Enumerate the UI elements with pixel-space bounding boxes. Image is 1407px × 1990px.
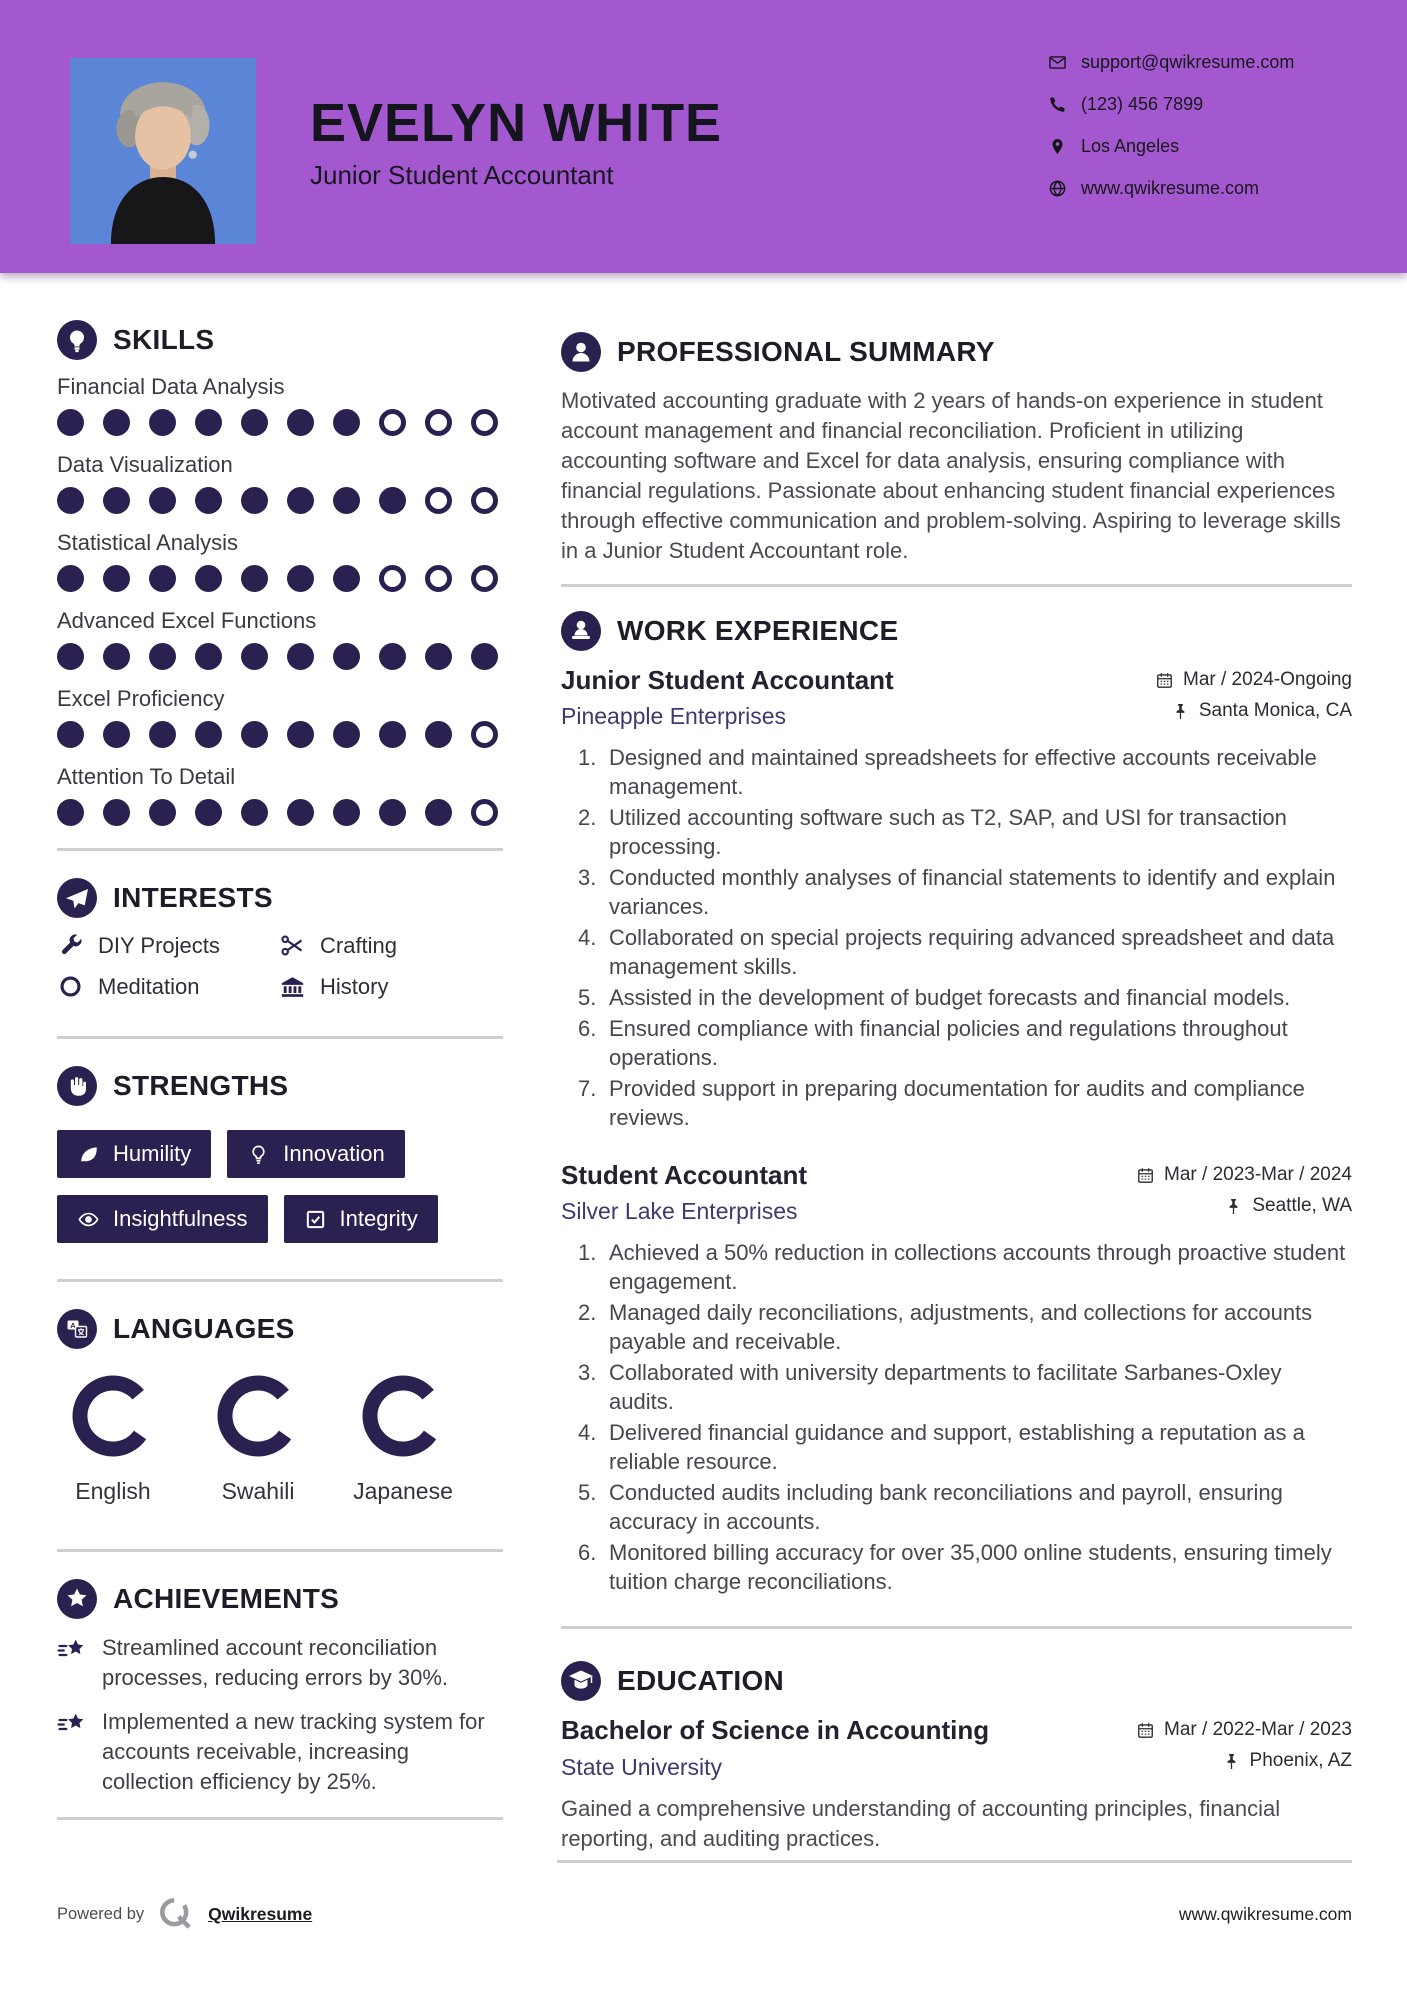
- skills-list: [57, 374, 503, 826]
- language-label: Japanese: [353, 1478, 453, 1504]
- job-title: Student Accountant: [561, 1160, 808, 1190]
- skill-dot-filled: [195, 721, 222, 748]
- job-location-text: Seattle, WA: [1252, 1195, 1352, 1216]
- contact-website[interactable]: [1048, 178, 1294, 199]
- skill-dot-filled: [379, 643, 406, 670]
- skill-dot-empty: [471, 487, 498, 514]
- worker-icon: [561, 611, 601, 651]
- education-entry-header: [561, 1715, 1352, 1781]
- skill-dot-filled: [103, 565, 130, 592]
- job-bullet: Achieved a 50% reduction in collections accounts through proactive student engagement.: [609, 1240, 1346, 1294]
- skill-label: Financial Data Analysis: [57, 374, 285, 399]
- language-item: [353, 1371, 453, 1505]
- jobs-list: [561, 665, 1352, 1596]
- contact-website-text: www.qwikresume.com: [1081, 178, 1260, 198]
- education-description: Gained a comprehensive understanding of accounting principles, financial reporting, and auditing practices.: [561, 1796, 1281, 1851]
- interest-label: Crafting: [320, 932, 398, 958]
- achievements-section-header: [57, 1579, 503, 1619]
- job-title-block: [561, 1160, 807, 1226]
- education-date: [1136, 1719, 1352, 1741]
- profile-photo: [70, 58, 256, 244]
- pushpin-icon: [1222, 1752, 1241, 1771]
- job-entry: [561, 665, 1352, 1132]
- contact-phone-text: (123) 456 7899: [1081, 94, 1204, 114]
- skill-dot-filled: [287, 565, 314, 592]
- skill-rating: [57, 799, 503, 826]
- translate-icon: [57, 1309, 97, 1349]
- degree-title: Bachelor of Science in Accounting: [561, 1715, 990, 1745]
- skill-dot-filled: [333, 487, 360, 514]
- skill-dot-filled: [195, 643, 222, 670]
- interest-item: [279, 973, 503, 1000]
- checkbox-icon: [304, 1208, 327, 1231]
- contact-location-text: Los Angeles: [1081, 136, 1180, 156]
- skill-dot-filled: [333, 565, 360, 592]
- job-location-text: Santa Monica, CA: [1198, 700, 1352, 721]
- language-item: [213, 1371, 303, 1505]
- job-entry: [561, 1160, 1352, 1596]
- skill-dot-filled: [149, 643, 176, 670]
- skill-dot-filled: [195, 799, 222, 826]
- strengths-section-header: [57, 1066, 503, 1106]
- education-location-text: Phoenix, AZ: [1249, 1750, 1352, 1771]
- job-date: [1136, 1164, 1352, 1186]
- work-heading: WORK EXPERIENCE: [617, 615, 899, 646]
- qwikresume-logo: [155, 1893, 197, 1935]
- skill-dot-filled: [57, 487, 84, 514]
- job-date-text: Mar / 2023-Mar / 2024: [1164, 1164, 1352, 1185]
- skill-dot-empty: [425, 487, 452, 514]
- job-company: Pineapple Enterprises: [561, 703, 787, 729]
- achievements-list: [57, 1633, 503, 1797]
- job-meta: [1136, 1160, 1352, 1226]
- interests-heading: INTERESTS: [113, 882, 273, 913]
- skill-dot-filled: [241, 409, 268, 436]
- skill-dot-filled: [103, 487, 130, 514]
- phone-icon: [1048, 95, 1067, 114]
- job-entry-header: [561, 665, 1352, 731]
- interest-label: DIY Projects: [98, 932, 220, 958]
- job-date: [1155, 669, 1352, 691]
- content-area: [0, 273, 1407, 1990]
- calendar-icon: [1136, 1166, 1155, 1185]
- skill-dot-filled: [103, 799, 130, 826]
- job-location: [1155, 700, 1352, 722]
- skill-dot-filled: [379, 487, 406, 514]
- language-ring-chart: [213, 1371, 303, 1461]
- skills-section-header: [57, 320, 503, 360]
- interests-section-header: [57, 878, 503, 918]
- skill-row: [57, 530, 503, 592]
- strength-badge: [57, 1130, 211, 1178]
- skill-dot-filled: [149, 565, 176, 592]
- achievement-item: [57, 1707, 503, 1797]
- footer: [57, 1893, 1352, 1935]
- language-item: [68, 1371, 158, 1505]
- skill-rating: [57, 409, 503, 436]
- main-column: [561, 320, 1352, 1990]
- header-banner: [0, 0, 1407, 273]
- job-date-text: Mar / 2024-Ongoing: [1183, 669, 1352, 690]
- job-bullet: Provided support in preparing documentation for audits and compliance reviews.: [609, 1076, 1305, 1130]
- person-icon: [561, 332, 601, 372]
- language-ring-chart: [68, 1371, 158, 1461]
- interest-item: [57, 932, 279, 959]
- skill-dot-filled: [57, 565, 84, 592]
- map-pin-icon: [1048, 137, 1067, 156]
- job-bullet: Collaborated on special projects requiring advanced spreadsheet and data management skills.: [609, 925, 1335, 979]
- interest-item: [57, 973, 279, 1000]
- graduation-cap-icon: [561, 1661, 601, 1701]
- job-bullet: Managed daily reconciliations, adjustments, and collections for accounts payable and receivable.: [609, 1300, 1313, 1354]
- shooting-star-icon: [57, 1709, 88, 1740]
- calendar-icon: [1136, 1721, 1155, 1740]
- skill-dot-filled: [333, 643, 360, 670]
- divider: [57, 1549, 503, 1552]
- divider: [57, 1817, 503, 1820]
- calendar-icon: [1155, 671, 1174, 690]
- skill-row: [57, 608, 503, 670]
- skill-dot-filled: [241, 643, 268, 670]
- job-title-block: [561, 665, 894, 731]
- summary-section-header: [561, 332, 1352, 372]
- skill-row: [57, 686, 503, 748]
- interest-item: [279, 932, 503, 959]
- education-section-header: [561, 1661, 1352, 1701]
- footer-divider: [557, 1860, 1352, 1863]
- circle-ring-icon: [57, 973, 84, 1000]
- skill-dot-filled: [425, 799, 452, 826]
- pushpin-icon: [1224, 1197, 1243, 1216]
- fist-icon: [57, 1066, 97, 1106]
- lightbulb-icon: [57, 320, 97, 360]
- skill-dot-filled: [103, 409, 130, 436]
- skill-dot-empty: [425, 409, 452, 436]
- job-bullet: Conducted monthly analyses of financial statements to identify and explain variances.: [609, 865, 1336, 919]
- strengths-list: [57, 1130, 503, 1243]
- contact-email-text: support@qwikresume.com: [1081, 52, 1295, 72]
- language-label: Swahili: [221, 1478, 295, 1504]
- achievement-text: Streamlined account reconciliation processes, reducing errors by 30%.: [102, 1635, 449, 1690]
- star-circle-icon: [57, 1579, 97, 1619]
- achievements-heading: ACHIEVEMENTS: [113, 1583, 340, 1614]
- skill-rating: [57, 487, 503, 514]
- strengths-heading: STRENGTHS: [113, 1070, 289, 1101]
- powered-by: [57, 1893, 312, 1935]
- skill-dot-empty: [471, 409, 498, 436]
- skill-dot-empty: [471, 799, 498, 826]
- languages-heading: LANGUAGES: [113, 1313, 295, 1344]
- skill-dot-filled: [287, 799, 314, 826]
- skill-label: Statistical Analysis: [57, 530, 238, 555]
- skill-dot-filled: [425, 643, 452, 670]
- languages-list: [57, 1371, 503, 1505]
- skill-dot-filled: [195, 487, 222, 514]
- skill-dot-filled: [471, 643, 498, 670]
- job-bullet: Assisted in the development of budget forecasts and financial models.: [609, 985, 1291, 1010]
- envelope-icon: [1048, 53, 1067, 72]
- strength-badge: [57, 1195, 268, 1243]
- job-bullet: Delivered financial guidance and support, establishing a reputation as a reliable resource.: [609, 1420, 1305, 1474]
- interests-list: [57, 932, 503, 1000]
- divider: [57, 1279, 503, 1282]
- job-location: [1136, 1195, 1352, 1217]
- skill-dot-filled: [195, 409, 222, 436]
- skill-dot-filled: [333, 721, 360, 748]
- skill-dot-filled: [241, 565, 268, 592]
- skill-dot-filled: [57, 409, 84, 436]
- svg-text:A: A: [70, 1320, 76, 1330]
- scissors-icon: [279, 932, 306, 959]
- bank-icon: [279, 973, 306, 1000]
- skill-dot-empty: [471, 565, 498, 592]
- skill-dot-filled: [333, 409, 360, 436]
- education-heading: EDUCATION: [617, 1665, 785, 1696]
- strength-label: Innovation: [283, 1141, 385, 1166]
- leaf-icon: [77, 1143, 100, 1166]
- footer-website-link[interactable]: www.qwikresume.com: [1178, 1903, 1352, 1924]
- divider: [57, 848, 503, 851]
- eye-icon: [77, 1208, 100, 1231]
- school-name: State University: [561, 1754, 723, 1780]
- skill-dot-filled: [149, 487, 176, 514]
- skill-dot-filled: [57, 721, 84, 748]
- skill-dot-filled: [57, 799, 84, 826]
- skill-dot-filled: [57, 643, 84, 670]
- languages-section-header: [57, 1309, 503, 1349]
- achievement-item: [57, 1633, 503, 1693]
- divider: [57, 1036, 503, 1039]
- strength-label: Integrity: [339, 1206, 418, 1231]
- language-label: English: [75, 1478, 151, 1504]
- strength-badge: [227, 1130, 405, 1178]
- skill-label: Excel Proficiency: [57, 686, 225, 711]
- job-meta: [1155, 665, 1352, 731]
- skill-row: [57, 452, 503, 514]
- skill-dot-empty: [379, 409, 406, 436]
- skill-dot-empty: [425, 565, 452, 592]
- language-ring-chart: [358, 1371, 448, 1461]
- qwikresume-link[interactable]: Qwikresume: [208, 1903, 313, 1924]
- summary-text: Motivated accounting graduate with 2 years of hands-on experience in student account management and financial reconciliation. Proficient in utilizing accounting software and Excel for data analysis, ensuring compliance with financial regulations. Passionate about enhancing student financial experiences through effective communication and problem-solving. Aspiring to leverage skills in a Junior Student Accountant role.: [561, 388, 1341, 563]
- lightbulb-icon: [247, 1143, 270, 1166]
- skill-dot-filled: [241, 721, 268, 748]
- skill-dot-filled: [149, 721, 176, 748]
- job-bullet: Monitored billing accuracy for over 35,000 online students, ensuring timely tuition charge reconciliations.: [609, 1540, 1332, 1594]
- interest-label: Meditation: [98, 973, 200, 999]
- skill-dot-filled: [103, 643, 130, 670]
- skill-dot-filled: [241, 799, 268, 826]
- job-title: Junior Student Accountant: [561, 665, 894, 695]
- skill-rating: [57, 643, 503, 670]
- job-bullet-list: [561, 743, 1352, 1132]
- job-bullet: Designed and maintained spreadsheets for effective accounts receivable management.: [609, 745, 1317, 799]
- shooting-star-icon: [57, 1635, 88, 1666]
- globe-icon: [1048, 179, 1067, 198]
- job-bullet: Ensured compliance with financial policies and regulations throughout operations.: [609, 1016, 1288, 1070]
- skill-rating: [57, 721, 503, 748]
- sidebar: [57, 320, 503, 1990]
- candidate-title: Junior Student Accountant: [310, 160, 614, 190]
- summary-heading: PROFESSIONAL SUMMARY: [617, 336, 995, 367]
- job-bullet-list: [561, 1238, 1352, 1596]
- skill-dot-empty: [471, 721, 498, 748]
- skills-heading: SKILLS: [113, 324, 215, 355]
- education-location: [1136, 1750, 1352, 1772]
- interest-label: History: [320, 973, 389, 999]
- strength-badge: [284, 1195, 438, 1243]
- skill-dot-filled: [287, 409, 314, 436]
- pushpin-icon: [1171, 702, 1190, 721]
- job-bullet: Utilized accounting software such as T2, SAP, and USI for transaction processing.: [609, 805, 1287, 859]
- skill-row: [57, 374, 503, 436]
- skill-dot-filled: [241, 487, 268, 514]
- job-bullet: Conducted audits including bank reconciliations and payroll, ensuring accuracy in accounts.: [609, 1480, 1283, 1534]
- skill-row: [57, 764, 503, 826]
- education-date-text: Mar / 2022-Mar / 2023: [1164, 1719, 1352, 1740]
- skill-dot-filled: [287, 487, 314, 514]
- education-meta: [1136, 1715, 1352, 1781]
- skill-label: Advanced Excel Functions: [57, 608, 317, 633]
- paper-plane-icon: [57, 878, 97, 918]
- skill-dot-filled: [149, 799, 176, 826]
- skill-dot-filled: [195, 565, 222, 592]
- wrench-icon: [57, 932, 84, 959]
- job-bullet: Collaborated with university departments to facilitate Sarbanes-Oxley audits.: [609, 1360, 1282, 1414]
- job-company: Silver Lake Enterprises: [561, 1198, 798, 1224]
- skill-label: Attention To Detail: [57, 764, 236, 789]
- skill-dot-filled: [379, 799, 406, 826]
- skill-dot-filled: [379, 721, 406, 748]
- strength-label: Humility: [113, 1141, 192, 1166]
- skill-rating: [57, 565, 503, 592]
- skill-dot-empty: [379, 565, 406, 592]
- contact-email[interactable]: [1048, 52, 1294, 73]
- skill-label: Data Visualization: [57, 452, 233, 477]
- contact-phone[interactable]: [1048, 94, 1294, 115]
- contact-block: [1048, 52, 1294, 199]
- candidate-name: EVELYN WHITE: [310, 93, 723, 153]
- work-section-header: [561, 611, 1352, 651]
- achievement-text: Implemented a new tracking system for accounts receivable, increasing collection efficiency by 25%.: [102, 1709, 485, 1794]
- profile-photo-image: [70, 58, 256, 244]
- skill-dot-filled: [287, 721, 314, 748]
- skill-dot-filled: [149, 409, 176, 436]
- skill-dot-filled: [287, 643, 314, 670]
- strength-label: Insightfulness: [113, 1206, 248, 1231]
- skill-dot-filled: [103, 721, 130, 748]
- divider: [561, 1626, 1352, 1629]
- powered-by-label: Powered by: [57, 1904, 145, 1923]
- divider: [561, 584, 1352, 587]
- contact-location: [1048, 136, 1294, 157]
- skill-dot-filled: [425, 721, 452, 748]
- job-entry-header: [561, 1160, 1352, 1226]
- skill-dot-filled: [333, 799, 360, 826]
